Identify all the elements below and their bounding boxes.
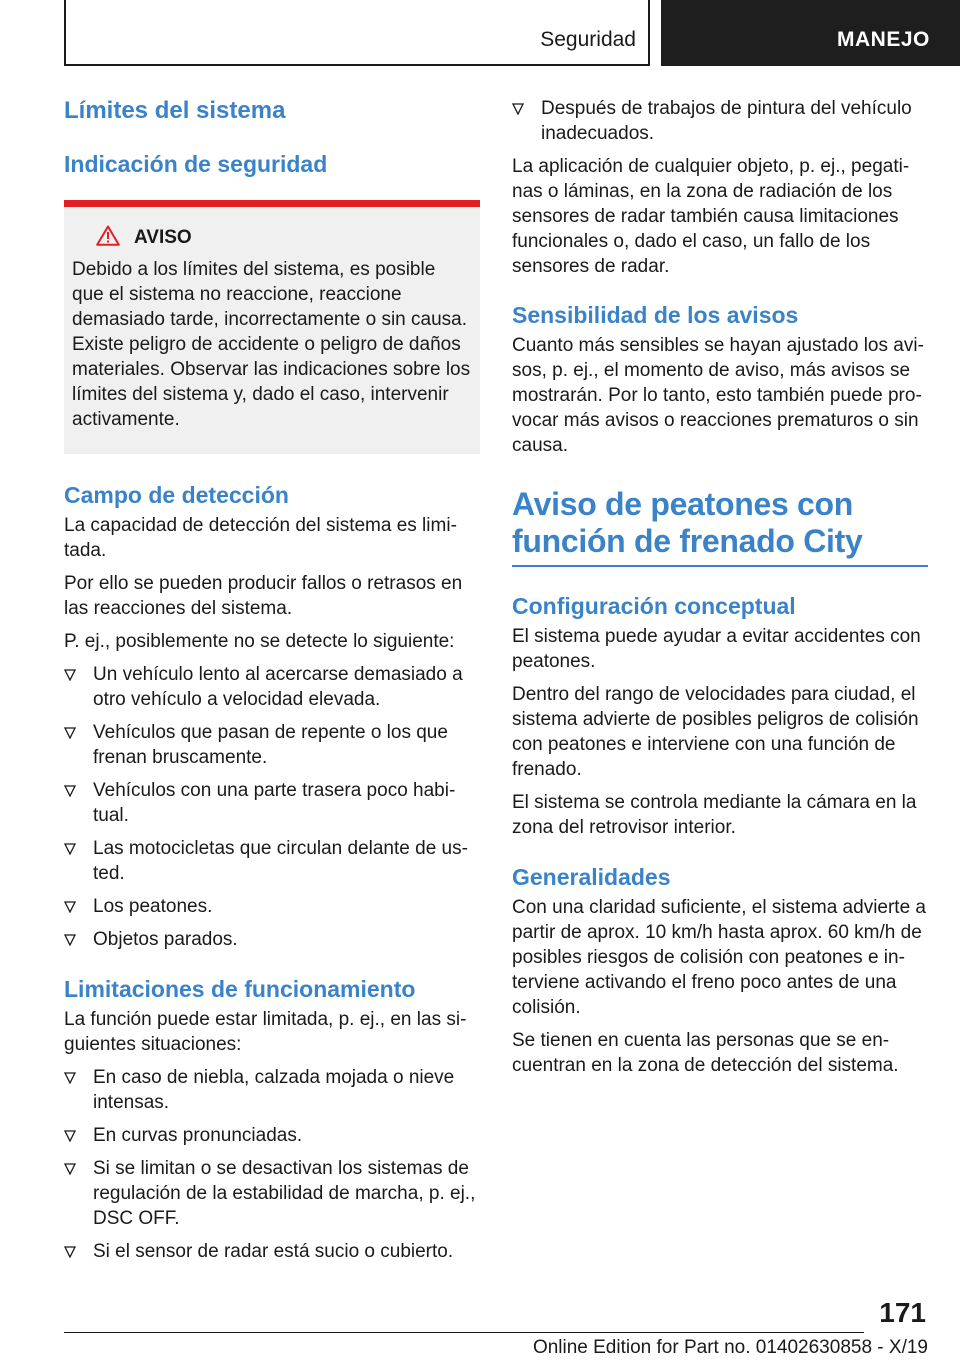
paragraph: La capacidad de detección del sistema es limitada. xyxy=(64,515,457,561)
title-underline xyxy=(512,565,928,567)
list-item: Vehículos con una parte trasera poco habitual. xyxy=(64,778,480,828)
paragraph: Cuanto más sensibles se hayan ajustado los avisos, p. ej., el momento de aviso, más avisos se mostrarán. Por lo tanto, esto también puede provocar más avisos o reacciones prematuros o sin causa. xyxy=(512,335,924,456)
list-item: Los peatones. xyxy=(64,894,480,919)
triangle-bullet-icon xyxy=(64,843,76,855)
paragraph: La función puede estar limitada, p. ej., en las siguientes situaciones: xyxy=(64,1009,467,1055)
triangle-bullet-icon xyxy=(64,1072,76,1084)
warning-label: AVISO xyxy=(134,227,192,248)
triangle-bullet-icon xyxy=(64,1246,76,1258)
triangle-bullet-icon xyxy=(64,785,76,797)
triangle-bullet-icon xyxy=(64,1130,76,1142)
page-header xyxy=(64,0,960,66)
section-tab xyxy=(64,0,650,66)
paragraph: Dentro del rango de velocidades para ciudad, el sistema advierte de posibles peligros de colisión con peatones e interviene con una función de frenado. xyxy=(512,684,919,780)
right-column xyxy=(512,96,928,1078)
warning-box xyxy=(64,200,480,454)
chapter-title: MANEJO xyxy=(837,28,930,51)
list-item: Las motocicletas que circulan delante de usted. xyxy=(64,836,480,886)
bullet-list-detection xyxy=(64,662,480,952)
page-number: 171 xyxy=(879,1297,926,1328)
warning-header xyxy=(96,225,472,251)
triangle-bullet-icon xyxy=(64,669,76,681)
list-item: Un vehículo lento al acercarse demasiado a otro vehículo a velocidad elevada. xyxy=(64,662,480,712)
triangle-bullet-icon xyxy=(64,727,76,739)
list-item: Vehículos que pasan de repente o los que frenan bruscamente. xyxy=(64,720,480,770)
triangle-bullet-icon xyxy=(512,103,524,115)
list-item: En curvas pronunciadas. xyxy=(64,1123,480,1148)
section-title: Seguridad xyxy=(540,28,636,51)
paragraph: La aplicación de cualquier objeto, p. ej., pegatinas o láminas, en la zona de radiación de los sensores de radar también causa limitaciones funcionales o, dado el caso, un fallo de los sensores de radar. xyxy=(512,156,910,277)
subheading-safety: Indicación de seguridad xyxy=(64,151,328,177)
chapter-tab xyxy=(661,0,960,66)
warning-triangle-icon xyxy=(96,225,120,251)
subheading-general: Generalidades xyxy=(512,864,671,890)
bullet-list-limitations xyxy=(64,1065,480,1264)
paragraph: El sistema se controla mediante la cámara en la zona del retrovisor interior. xyxy=(512,792,917,838)
list-item: Si se limitan o se desactivan los sistemas de regulación de la estabilidad de marcha, p. ej., DSC OFF. xyxy=(64,1156,480,1231)
list-item: Después de trabajos de pintura del vehículo inadecuados. xyxy=(512,96,928,146)
triangle-bullet-icon xyxy=(64,1163,76,1175)
paragraph: Con una claridad suficiente, el sistema advierte a partir de aprox. 10 km/h hasta aprox. 60 km/h de posibles riesgos de colisión con peatones e interviene activando el freno poco antes de una colisión. xyxy=(512,897,927,1018)
paragraph: Por ello se pueden producir fallos o retrasos en las reacciones del sistema. xyxy=(64,573,463,619)
subheading-detection-field: Campo de detección xyxy=(64,482,289,508)
triangle-bullet-icon xyxy=(64,901,76,913)
main-title-pedestrian-warning: Aviso de peatones con función de frenado City xyxy=(512,486,863,559)
subheading-concept: Configuración conceptual xyxy=(512,593,796,619)
left-column xyxy=(64,96,480,1264)
triangle-bullet-icon xyxy=(64,934,76,946)
paragraph: Se tienen en cuenta las personas que se encuentran en la zona de detección del sistema. xyxy=(512,1030,899,1076)
paragraph: El sistema puede ayudar a evitar accidentes con peatones. xyxy=(512,626,921,672)
warning-text: Debido a los límites del sistema, es posible que el sistema no reaccione, reaccione demasiado tarde, incorrectamente o sin causa. Existe peligro de accidente o peligro de daños materiales. Observar las indicaciones sobre los límites del sistema y, dado el caso, intervenir activamente. xyxy=(72,259,471,430)
footer-edition: Online Edition for Part no. 01402630858 - X/19 xyxy=(532,1337,928,1358)
footer-divider xyxy=(64,1332,864,1333)
section-heading-system-limits: Límites del sistema xyxy=(64,97,286,124)
subheading-limitations: Limitaciones de funcionamiento xyxy=(64,976,416,1002)
paragraph: P. ej., posiblemente no se detecte lo siguiente: xyxy=(64,631,455,652)
bullet-list-continued xyxy=(512,96,928,146)
list-item: Objetos parados. xyxy=(64,927,480,952)
list-item: En caso de niebla, calzada mojada o nieve intensas. xyxy=(64,1065,480,1115)
subheading-sensitivity: Sensibilidad de los avisos xyxy=(512,302,799,328)
list-item: Si el sensor de radar está sucio o cubierto. xyxy=(64,1239,480,1264)
